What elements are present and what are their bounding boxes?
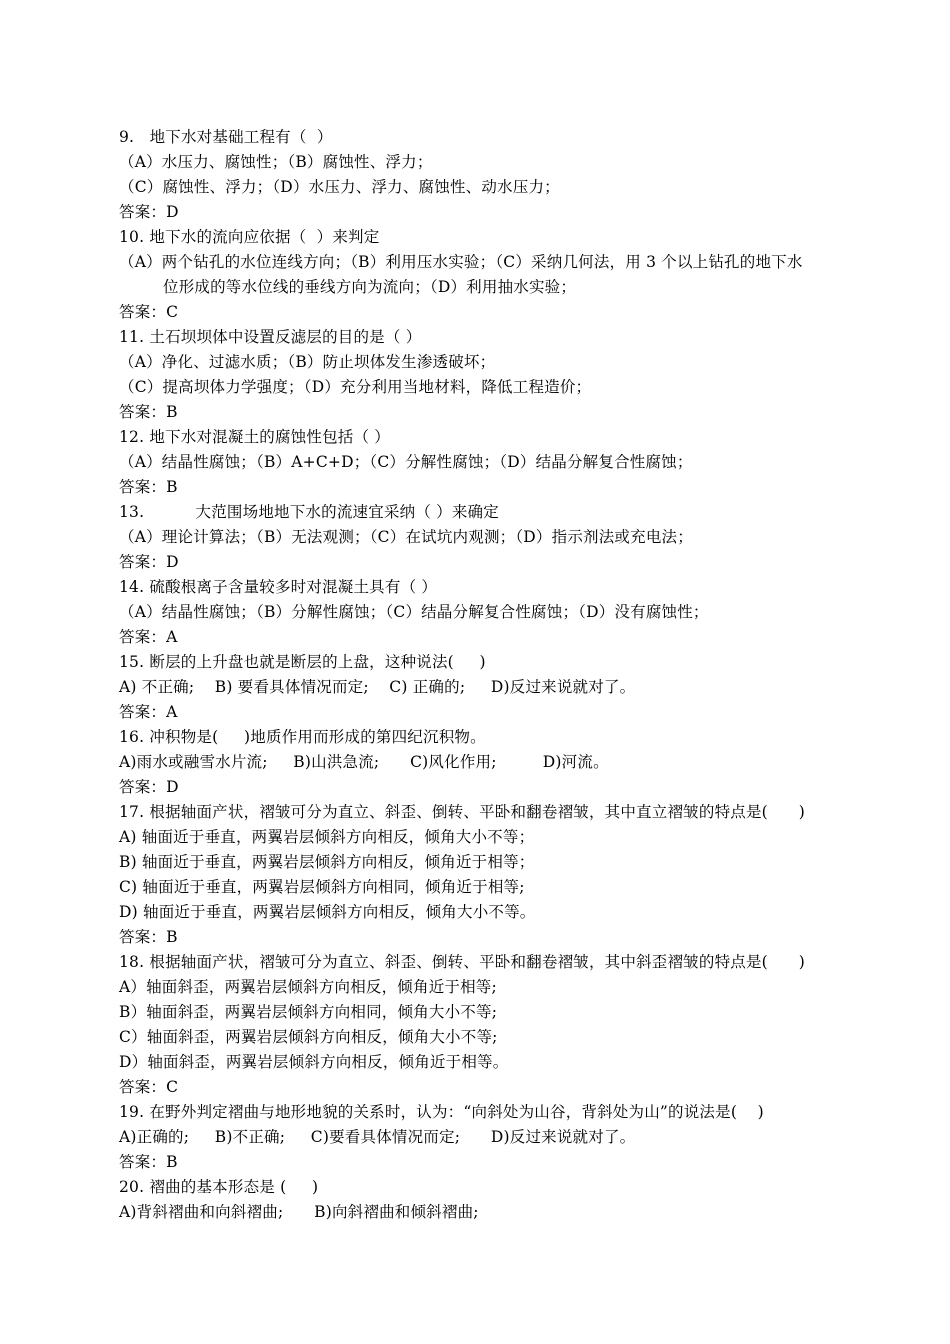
question-option: （A）理论计算法；（B）无法观测；（C）在试坑内观测；（D）指示剂法或充电法；	[119, 528, 693, 546]
question-option: （C）腐蚀性、浮力；（D）水压力、浮力、腐蚀性、动水压力；	[119, 178, 560, 196]
question-stem: 13. 大范围场地地下水的流速宜采纳（ ）来确定	[119, 503, 499, 521]
question-option: （C）提高坝体力学强度；（D）充分利用当地材料，降低工程造价；	[119, 378, 592, 396]
question-answer: 答案：C	[119, 303, 179, 321]
question-option: （A）两个钻孔的水位连线方向；（B）利用压水实验；（C）采纳几何法，用 3 个以上钻孔的地下水	[119, 253, 803, 271]
question-option-continuation: 位形成的等水位线的垂线方向为流向；（D）利用抽水实验；	[163, 278, 577, 296]
question-stem: 20. 褶曲的基本形态是 ( )	[119, 1178, 319, 1196]
question-answer: 答案：B	[119, 478, 178, 496]
question-answer: 答案：D	[119, 778, 179, 796]
question-stem: 9. 地下水对基础工程有（ ）	[119, 128, 333, 146]
question-stem: 18. 根据轴面产状，褶皱可分为直立、斜歪、倒转、平卧和翻卷褶皱，其中斜歪褶皱的特点是( )	[119, 953, 805, 971]
question-option: A)正确的; B)不正确; C)要看具体情况而定; D)反过来说就对了。	[119, 1128, 636, 1146]
question-option: C) 轴面近于垂直，两翼岩层倾斜方向相同，倾角近于相等;	[119, 878, 525, 896]
question-stem: 12. 地下水对混凝土的腐蚀性包括（ ）	[119, 428, 391, 446]
question-option: D) 轴面近于垂直，两翼岩层倾斜方向相反，倾角大小不等。	[119, 903, 536, 921]
question-stem: 19. 在野外判定褶曲与地形地貌的关系时，认为：“向斜处为山谷，背斜处为山”的说法是( )	[119, 1103, 764, 1121]
question-answer: 答案：D	[119, 553, 179, 571]
question-stem: 17. 根据轴面产状，褶皱可分为直立、斜歪、倒转、平卧和翻卷褶皱，其中直立褶皱的特点是( )	[119, 803, 805, 821]
question-option: D）轴面斜歪，两翼岩层倾斜方向相反，倾角近于相等。	[119, 1053, 509, 1071]
question-option: B) 轴面近于垂直，两翼岩层倾斜方向相反，倾角近于相等；	[119, 853, 535, 871]
question-stem: 16. 冲积物是( )地质作用而形成的第四纪沉积物。	[119, 728, 486, 746]
question-stem: 15. 断层的上升盘也就是断层的上盘，这种说法( )	[119, 653, 486, 671]
question-option: （A）结晶性腐蚀；（B）分解性腐蚀；（C）结晶分解复合性腐蚀；（D）没有腐蚀性；	[119, 603, 709, 621]
question-option: A)背斜褶曲和向斜褶曲; B)向斜褶曲和倾斜褶曲;	[119, 1203, 479, 1221]
question-stem: 11. 土石坝坝体中设置反滤层的目的是（ ）	[119, 328, 422, 346]
question-option: C）轴面斜歪，两翼岩层倾斜方向相反，倾角大小不等;	[119, 1028, 498, 1046]
question-answer: 答案：B	[119, 403, 178, 421]
question-option: （A）结晶性腐蚀；（B）A+C+D；（C）分解性腐蚀；（D）结晶分解复合性腐蚀；	[119, 453, 693, 471]
question-option: A）轴面斜歪，两翼岩层倾斜方向相反，倾角近于相等;	[119, 978, 497, 996]
question-answer: 答案：A	[119, 628, 178, 646]
question-option: A)雨水或融雪水片流; B)山洪急流; C)风化作用; D)河流。	[119, 753, 609, 771]
question-option: （A）净化、过滤水质；（B）防止坝体发生渗透破坏；	[119, 353, 496, 371]
question-answer: 答案：C	[119, 1078, 179, 1096]
question-stem: 10. 地下水的流向应依据（ ）来判定	[119, 228, 380, 246]
question-option: （A）水压力、腐蚀性；（B）腐蚀性、浮力；	[119, 153, 433, 171]
question-answer: 答案：D	[119, 203, 179, 221]
question-answer: 答案：B	[119, 928, 178, 946]
question-option: A) 轴面近于垂直，两翼岩层倾斜方向相反，倾角大小不等；	[119, 828, 535, 846]
question-option: B）轴面斜歪，两翼岩层倾斜方向相同，倾角大小不等;	[119, 1003, 498, 1021]
question-answer: 答案：B	[119, 1153, 178, 1171]
question-list	[119, 125, 879, 1225]
question-answer: 答案：A	[119, 703, 178, 721]
question-stem: 14. 硫酸根离子含量较多时对混凝土具有（ ）	[119, 578, 438, 596]
question-option: A) 不正确; B) 要看具体情况而定; C) 正确的; D)反过来说就对了。	[119, 678, 636, 696]
